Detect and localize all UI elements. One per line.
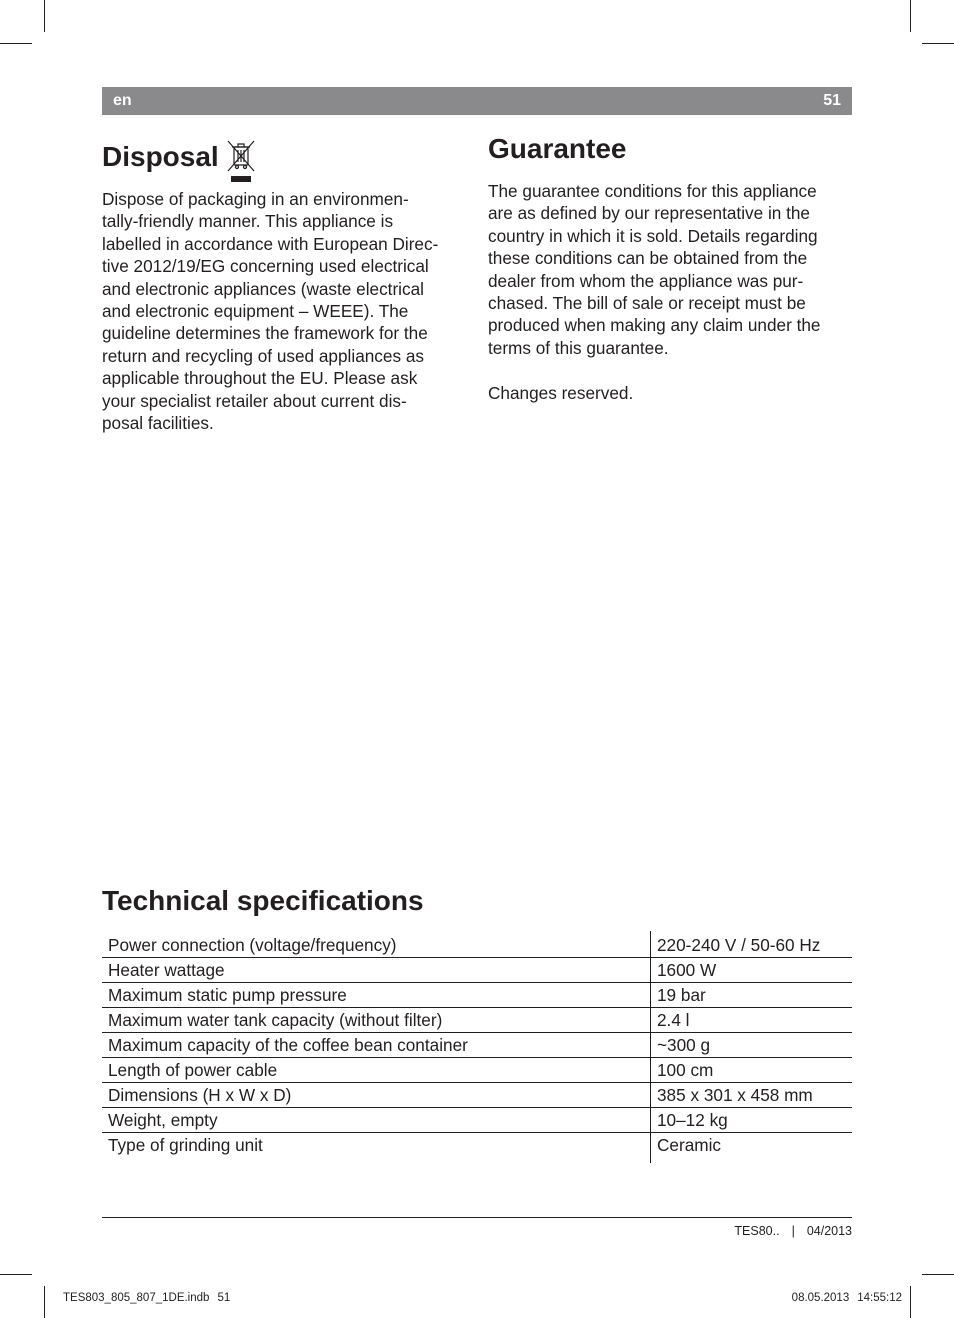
footer-model: TES80..	[734, 1224, 780, 1238]
crop-mark	[910, 1286, 911, 1318]
spec-value: 220-240 V / 50-60 Hz	[651, 931, 853, 958]
spec-value: 100 cm	[651, 1058, 853, 1083]
slug-time: 14:55:12	[857, 1292, 902, 1304]
print-slug-file	[63, 1292, 230, 1304]
spec-value: 10–12 kg	[651, 1108, 853, 1133]
technical-specifications-table	[102, 931, 852, 1163]
table-row	[102, 1058, 852, 1083]
crop-mark	[922, 1274, 954, 1275]
footer-reference	[734, 1224, 852, 1238]
spec-label: Power connection (voltage/frequency)	[102, 931, 651, 958]
spec-value: 2.4 l	[651, 1008, 853, 1033]
table-row	[102, 1008, 852, 1033]
disposal-heading	[102, 130, 467, 176]
weee-crossed-bin-icon	[225, 138, 257, 184]
table-row	[102, 931, 852, 958]
disposal-title: Disposal	[102, 141, 219, 172]
crop-mark	[0, 1274, 32, 1275]
table-row	[102, 1033, 852, 1058]
table-row	[102, 958, 852, 983]
crop-mark	[0, 43, 32, 44]
spec-label: Type of grinding unit	[108, 1135, 263, 1155]
table-row	[102, 1083, 852, 1108]
footer-divider	[102, 1217, 852, 1218]
spec-label: Weight, empty	[102, 1108, 651, 1133]
spec-label: Maximum capacity of the coffee bean container	[102, 1033, 651, 1058]
spec-value: 1600 W	[651, 958, 853, 983]
page-header-bar	[102, 87, 852, 115]
spec-value: ~300 g	[651, 1033, 853, 1058]
spec-value: 385 x 301 x 458 mm	[651, 1083, 853, 1108]
spec-label: Length of power cable	[102, 1058, 651, 1083]
print-slug-timestamp	[792, 1292, 902, 1304]
guarantee-section	[488, 130, 853, 404]
footer-date: 04/2013	[806, 1224, 852, 1238]
table-row	[102, 1133, 852, 1164]
guarantee-text: The guarantee conditions for this appliance are as defined by our representative in the country in which it is sold. Details regarding these conditions can be obtained from the dealer from whom the appliance was pur- chased. The bill of sale or receipt must be produced when making any claim under the terms of this guarantee. Changes reserved.	[488, 181, 821, 403]
page-number: 51	[823, 92, 841, 109]
spec-label: Heater wattage	[102, 958, 651, 983]
slug-page: 51	[217, 1292, 231, 1304]
table-row	[102, 1108, 852, 1133]
spec-value: Ceramic	[651, 1133, 853, 1164]
crop-mark	[922, 43, 954, 44]
technical-specifications-title: Technical specifications	[102, 885, 424, 916]
footer-separator: |	[791, 1224, 795, 1238]
crop-mark	[910, 0, 911, 32]
spec-value: 19 bar	[651, 983, 853, 1008]
guarantee-title: Guarantee	[488, 133, 627, 164]
disposal-section	[102, 130, 467, 434]
table-row	[102, 983, 852, 1008]
spec-label: Dimensions (H x W x D)	[102, 1083, 651, 1108]
disposal-text: Dispose of packaging in an environmen- tally-friendly manner. This appliance is labelled in accordance with European Direc- tive 2012/19/EG concerning used electrical and electronic appliances (waste electrical and electronic equipment – WEEE). The guideline determines the framework for the return and recycling of used appliances as applicable throughout the EU. Please ask your specialist retailer about current dis- posal facilities.	[102, 189, 439, 434]
spec-label: Maximum water tank capacity (without filter)	[102, 1008, 651, 1033]
crop-mark	[44, 0, 45, 32]
spec-label: Maximum static pump pressure	[102, 983, 651, 1008]
slug-filename: TES803_805_807_1DE.indb	[63, 1292, 210, 1304]
language-code: en	[113, 92, 132, 109]
slug-date: 08.05.2013	[791, 1292, 850, 1304]
crop-mark	[44, 1286, 45, 1318]
